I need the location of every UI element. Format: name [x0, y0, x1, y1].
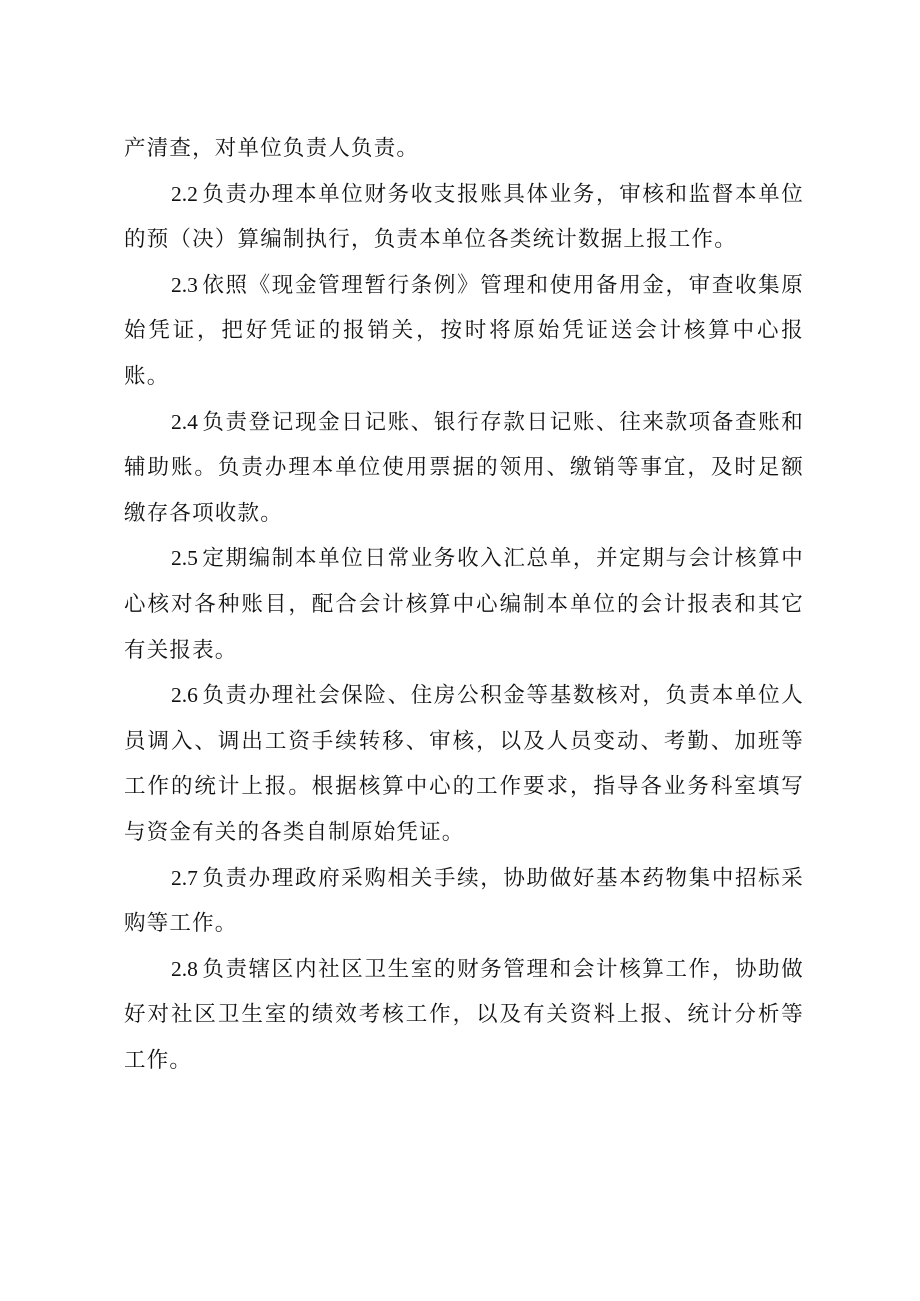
paragraph-2-8	[124, 947, 804, 1084]
paragraph-2-3	[124, 263, 804, 400]
paragraph-text: 负责办理本单位财务收支报账具体业务，审核和监督本单位的预（决）算编制执行，负责本单位各类统计数据上报工作。	[124, 181, 804, 253]
paragraph-text: 负责办理社会保险、住房公积金等基数核对，负责本单位人员调入、调出工资手续转移、审核，以及人员变动、考勤、加班等工作的统计上报。根据核算中心的工作要求，指导各业务科室填写与资金有关的各类自制原始凭证。	[124, 683, 804, 845]
clause-number: 2.6	[171, 683, 198, 708]
clause-number: 2.5	[171, 546, 198, 571]
paragraph-text: 负责办理政府采购相关手续，协助做好基本药物集中招标采购等工作。	[124, 865, 804, 937]
paragraph-2-6	[124, 673, 804, 855]
paragraph-2-7	[124, 856, 804, 947]
paragraph-text: 负责登记现金日记账、银行存款日记账、往来款项备查账和辅助账。负责办理本单位使用票据的领用、缴销等事宜，及时足额缴存各项收款。	[124, 409, 804, 526]
clause-number: 2.4	[171, 409, 198, 434]
paragraph-2-5	[124, 536, 804, 673]
clause-number: 2.8	[171, 956, 198, 981]
clause-number: 2.3	[171, 272, 198, 297]
clause-number: 2.7	[171, 865, 198, 890]
paragraph-text: 定期编制本单位日常业务收入汇总单，并定期与会计核算中心核对各种账目，配合会计核算中心编制本单位的会计报表和其它有关报表。	[124, 546, 804, 663]
paragraph-2-4	[124, 400, 804, 537]
paragraph-continuation	[124, 126, 804, 172]
paragraph-text: 负责辖区内社区卫生室的财务管理和会计核算工作，协助做好对社区卫生室的绩效考核工作，以及有关资料上报、统计分析等工作。	[124, 956, 804, 1073]
paragraph-text: 产清查，对单位负责人负责。	[124, 136, 420, 161]
clause-number: 2.2	[171, 181, 198, 206]
paragraph-text: 依照《现金管理暂行条例》管理和使用备用金，审查收集原始凭证，把好凭证的报销关，按时将原始凭证送会计核算中心报账。	[124, 272, 804, 389]
paragraph-2-2	[124, 172, 804, 263]
document-body	[124, 126, 804, 1083]
